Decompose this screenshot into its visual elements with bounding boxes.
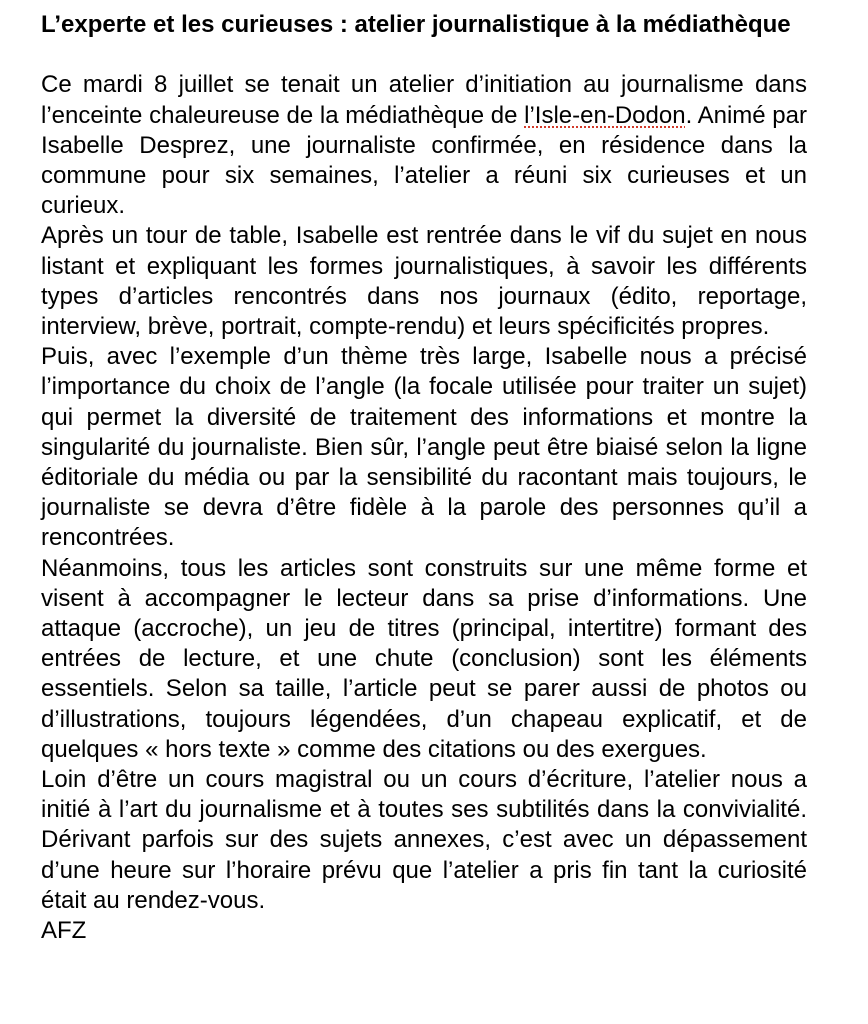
paragraph-intro-text-start: Ce mardi 8 juillet se tenait un atelier d’initiation au journalisme dans l’enceinte chaleureuse de la médiathèque de <box>41 71 807 129</box>
paragraph-forms: Après un tour de table, Isabelle est rentrée dans le vif du sujet en nous listant et expliquant les formes journalistiques, à savoir les différents types d’articles rencontrés dans nos journaux (édito, reportage, interview, brève, portrait, compte-rendu) et leurs spécificités propres. <box>41 222 807 341</box>
document-page <box>41 10 807 946</box>
paragraph-structure: Néanmoins, tous les articles sont construits sur une même forme et visent à accompagner le lecteur dans sa prise d’informations. Une attaque (accroche), un jeu de titres (principal, intertitre) formant des entrées de lecture, et une chute (conclusion) sont les éléments essentiels. Selon sa taille, l’article peut se parer aussi de photos ou d’illustrations, toujours légendées, d’un chapeau explicatif, et de quelques « hors texte » comme des citations ou des exergues. <box>41 554 807 763</box>
paragraph-conclusion: Loin d’être un cours magistral ou un cours d’écriture, l’atelier nous a initié à l’art du journalisme et à toutes ses subtilités dans la convivialité. Dérivant parfois sur des sujets annexes, c’est avec un dépassement d’une heure sur l’horaire prévu que l’atelier a pris fin tant la curiosité était au rendez-vous. <box>41 766 807 914</box>
author-signature: AFZ <box>41 917 87 945</box>
blank-line <box>41 40 807 70</box>
paragraph-intro <box>41 70 807 221</box>
paragraph-intro-text-end: . Animé par Isabelle Desprez, une journaliste confirmée, en résidence dans la commune pour six semaines, l’atelier a réuni six curieuses et un curieux. <box>41 101 807 220</box>
paragraph-angle: Puis, avec l’exemple d’un thème très large, Isabelle nous a précisé l’importance du choix de l’angle (la focale utilisée pour traiter un sujet) qui permet la diversité de traitement des informations et montre la singularité du journaliste. Bien sûr, l’angle peut être biaisé selon la ligne éditoriale du média ou par la sensibilité du racontant mais toujours, le journaliste se devra d’être fidèle à la parole des personnes qu’il a rencontrées. <box>41 343 807 552</box>
place-name-spellcheck: l’Isle-en-Dodon <box>524 101 686 129</box>
article-title: L’experte et les curieuses : atelier journalistique à la médiathèque <box>41 11 791 38</box>
